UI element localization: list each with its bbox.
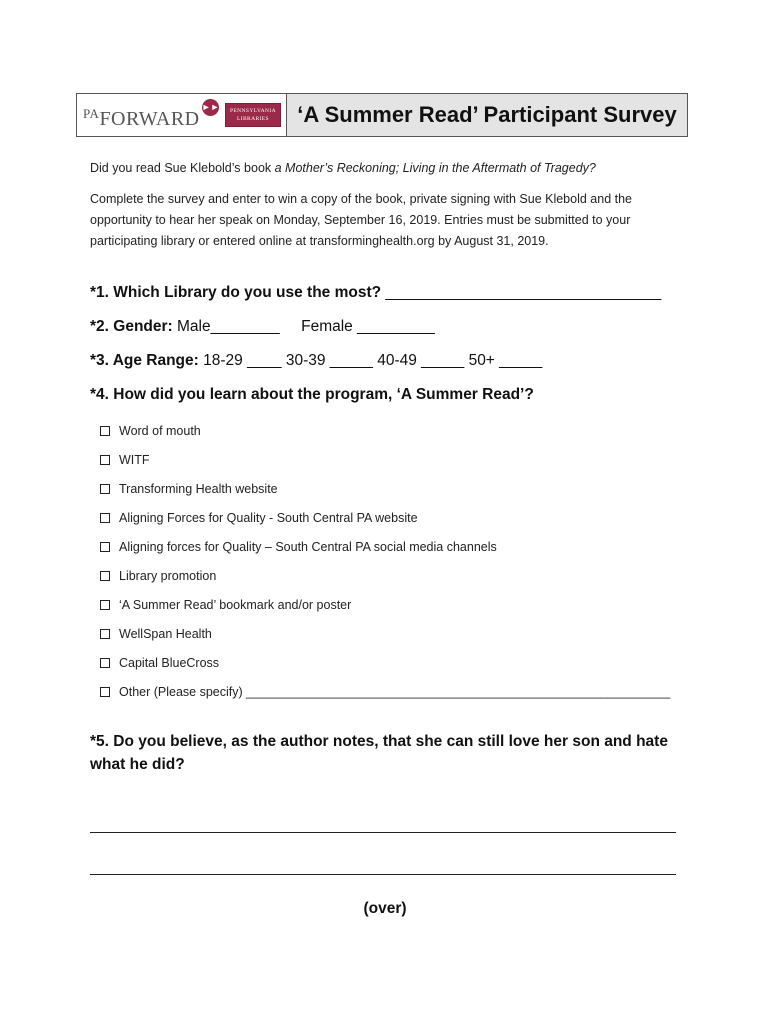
book-title: a Mother’s Reckoning; Living in the Aftermath of Tragedy? bbox=[274, 161, 596, 175]
question-3: *3. Age Range: 18-29 ____ 30-39 _____ 40-49 _____ 50+ _____ bbox=[90, 352, 543, 369]
pa-forward-logo bbox=[83, 100, 219, 130]
q1-answer-blank[interactable]: ________________________________ bbox=[381, 284, 662, 301]
checkbox[interactable] bbox=[100, 455, 110, 465]
option-word-of-mouth: Word of mouth bbox=[100, 416, 700, 445]
option-transforming-health: Transforming Health website bbox=[100, 474, 700, 503]
checkbox[interactable] bbox=[100, 687, 110, 697]
option-bookmark-poster: ‘A Summer Read’ bookmark and/or poster bbox=[100, 590, 700, 619]
intro-paragraph: Complete the survey and enter to win a copy of the book, private signing with Sue Klebold and the opportunity to hear her speak on Monday, September 16, 2019. Entries must be submitted to your participating library or entered online at transforminghealth.org by August 31, 2019. bbox=[90, 192, 632, 248]
q5-answer-line-1[interactable] bbox=[90, 832, 676, 833]
option-capital-bluecross: Capital BlueCross bbox=[100, 648, 700, 677]
pennsylvania-libraries-logo: PENNSYLVANIA LIBRARIES bbox=[225, 103, 281, 127]
option-library-promotion: Library promotion bbox=[100, 561, 700, 590]
option-wellspan: WellSpan Health bbox=[100, 619, 700, 648]
logo-forward: FORWARD bbox=[99, 108, 200, 130]
checkbox[interactable] bbox=[100, 484, 110, 494]
checkbox[interactable] bbox=[100, 426, 110, 436]
gender-female-blank[interactable]: Female _________ bbox=[279, 318, 435, 335]
intro-section bbox=[90, 158, 690, 262]
fast-forward-icon: ►► bbox=[202, 99, 219, 116]
header-box bbox=[76, 93, 688, 137]
checkbox[interactable] bbox=[100, 571, 110, 581]
question-2: *2. Gender: Male________ Female _________ bbox=[90, 318, 435, 335]
option-other: Other (Please specify) _____________________________________________________________ bbox=[100, 677, 700, 706]
checkbox[interactable] bbox=[100, 629, 110, 639]
question-1: *1. Which Library do you use the most? ________________________________ bbox=[90, 284, 662, 301]
question-5: *5. Do you believe, as the author notes, that she can still love her son and hate what he did? bbox=[90, 733, 668, 773]
q4-options bbox=[100, 416, 700, 706]
age-range-blanks[interactable]: 18-29 ____ 30-39 _____ 40-49 _____ 50+ _____ bbox=[198, 352, 543, 369]
over-note: (over) bbox=[363, 900, 407, 917]
survey-title: ‘A Summer Read’ Participant Survey bbox=[297, 102, 677, 127]
intro-question: Did you read Sue Klebold’s book a Mother’s Reckoning; Living in the Aftermath of Tragedy? bbox=[90, 161, 596, 175]
checkbox[interactable] bbox=[100, 658, 110, 668]
option-aligning-forces-website: Aligning Forces for Quality - South Central PA website bbox=[100, 503, 700, 532]
checkbox[interactable] bbox=[100, 600, 110, 610]
option-aligning-forces-social: Aligning forces for Quality – South Central PA social media channels bbox=[100, 532, 700, 561]
checkbox[interactable] bbox=[100, 542, 110, 552]
question-4: *4. How did you learn about the program, ‘A Summer Read’? bbox=[90, 386, 534, 403]
title-cell bbox=[287, 94, 687, 136]
q5-answer-line-2[interactable] bbox=[90, 874, 676, 875]
option-witf: WITF bbox=[100, 445, 700, 474]
gender-male-blank[interactable]: Male________ bbox=[172, 318, 280, 335]
logo-pa: PA bbox=[83, 106, 100, 121]
logo-area bbox=[77, 94, 287, 136]
checkbox[interactable] bbox=[100, 513, 110, 523]
